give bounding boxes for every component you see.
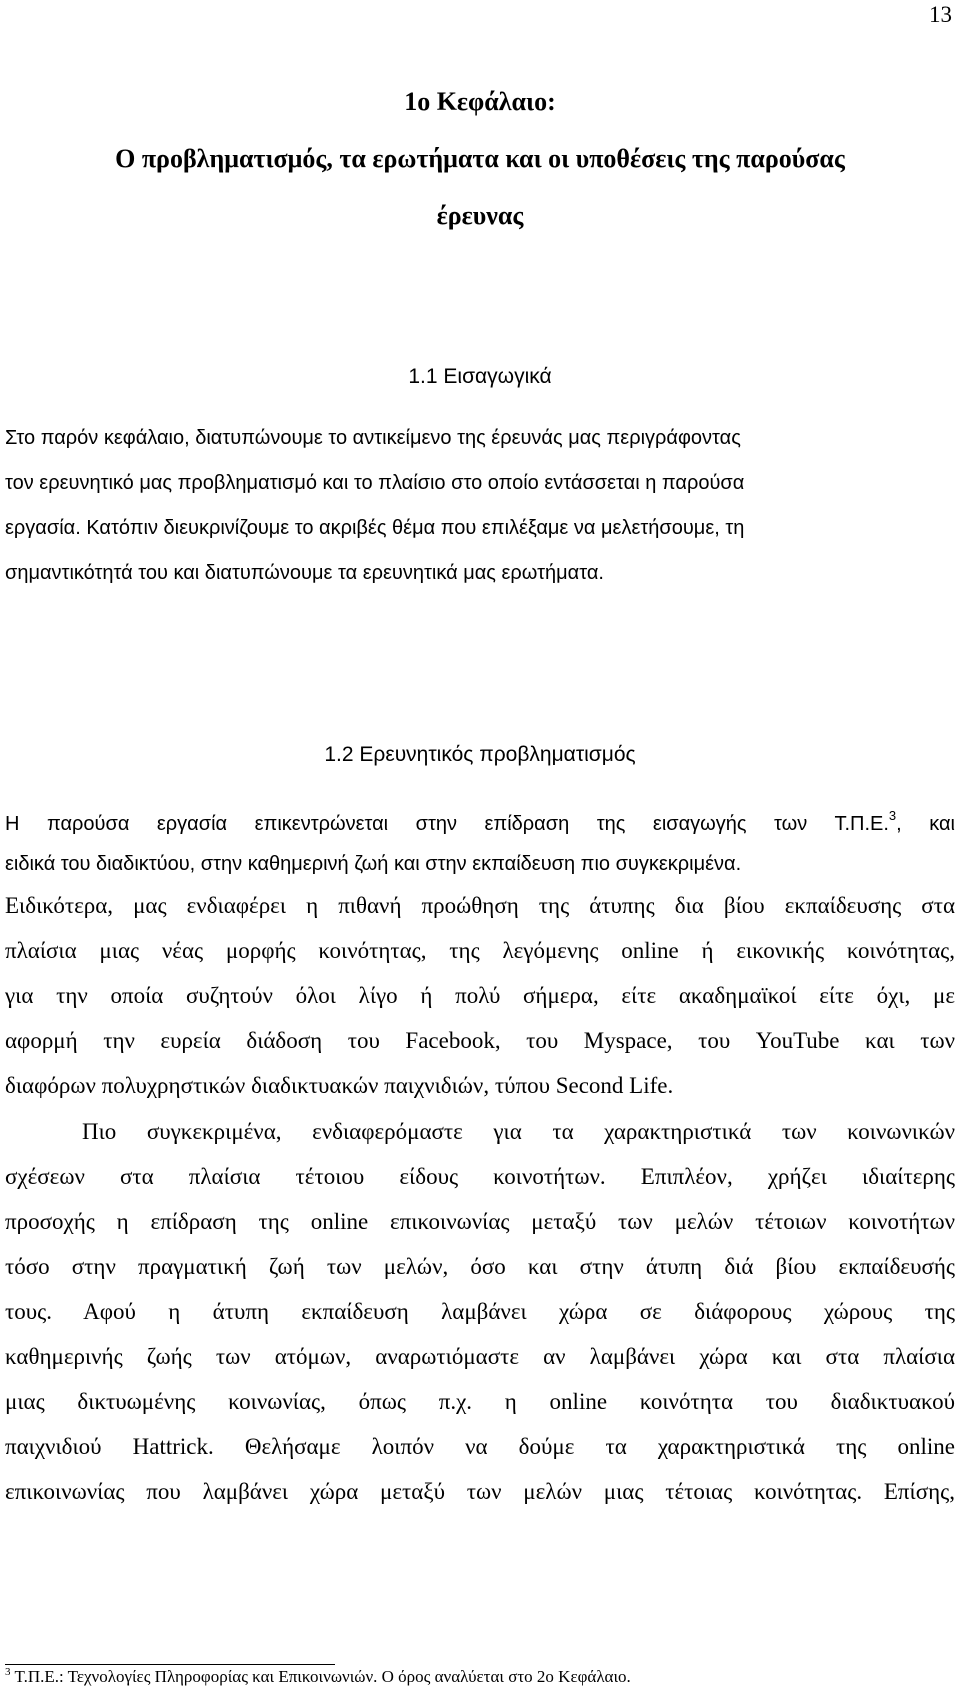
page-number: 13: [929, 2, 952, 27]
footnote: [5, 1666, 631, 1687]
paragraph-line: για την οποία συζητούν όλοι λίγο ή πολύ σήμερα, είτε ακαδημαϊκοί είτε όχι, με: [5, 983, 955, 1008]
paragraph-line: σχέσεων στα πλαίσια τέτοιου είδους κοινοτήτων. Επιπλέον, χρήζει ιδιαίτερης: [5, 1164, 955, 1189]
paragraph-line: διαφόρων πολυχρηστικών διαδικτυακών παιχνιδιών, τύπου Second Life.: [5, 1073, 674, 1098]
paragraph-line: τον ερευνητικό μας προβληματισμό και το πλαίσιο στο οποίο εντάσσεται η παρούσα: [5, 472, 745, 494]
section-heading-research-problem: 1.2 Ερευνητικός προβληματισμός: [324, 743, 636, 766]
paragraph-text: , και: [896, 813, 955, 835]
paragraph-line: τόσο στην πραγματική ζωή των μελών, όσο και στην άτυπη διά βίου εκπαίδευσής: [5, 1254, 955, 1279]
paragraph-line: επικοινωνίας που λαμβάνει χώρα μεταξύ των μελών μιας τέτοιας κοινότητας. Επίσης,: [5, 1479, 955, 1504]
paragraph-line: τους. Αφού η άτυπη εκπαίδευση λαμβάνει χώρα σε διάφορους χώρους της: [5, 1299, 955, 1324]
paragraph-line: ειδικά του διαδικτύου, στην καθημερινή ζωή και στην εκπαίδευση πιο συγκεκριμένα.: [5, 853, 742, 875]
chapter-title-line: έρευνας: [436, 201, 524, 230]
paragraph-line: πλαίσια μιας νέας μορφής κοινότητας, της λεγόμενης online ή εικονικής κοινότητας,: [5, 938, 955, 963]
paragraph-line: Στο παρόν κεφάλαιο, διατυπώνουμε το αντικείμενο της έρευνάς μας περιγράφοντας: [5, 427, 741, 449]
section-heading-introduction: 1.1 Εισαγωγικά: [408, 365, 552, 388]
paragraph-line: προσοχής η επίδραση της online επικοινωνίας μεταξύ των μελών τέτοιων κοινοτήτων: [5, 1209, 955, 1234]
footnote-text: Τ.Π.Ε.: Τεχνολογίες Πληροφορίας και Επικοινωνιών. Ο όρος αναλύεται στο 2ο Κεφάλαιο.: [10, 1667, 631, 1686]
footnote-reference: 3: [888, 808, 897, 823]
paragraph-line: Πιο συγκεκριμένα, ενδιαφερόμαστε για τα χαρακτηριστικά των κοινωνικών: [82, 1119, 955, 1144]
footnote-number: 3: [5, 1666, 11, 1678]
chapter-title-line: Ο προβληματισμός, τα ερωτήματα και οι υποθέσεις της παρούσας: [115, 144, 845, 173]
chapter-title-line: 1ο Κεφάλαιο:: [404, 87, 556, 116]
paragraph-line: εργασία. Κατόπιν διευκρινίζουμε το ακριβές θέμα που επιλέξαμε να μελετήσουμε, τη: [5, 517, 745, 539]
paragraph-line: αφορμή την ευρεία διάδοση του Facebook, του Myspace, του YouTube και των: [5, 1028, 955, 1053]
chapter-title: [0, 73, 960, 244]
paragraph-line: [5, 808, 955, 836]
footnote-separator: [5, 1664, 335, 1665]
paragraph-line: παιχνιδιού Hattrick. Θελήσαμε λοιπόν να δούμε τα χαρακτηριστικά της online: [5, 1434, 955, 1459]
paragraph-line: σημαντικότητά του και διατυπώνουμε τα ερευνητικά μας ερωτήματα.: [5, 562, 604, 584]
paragraph-line: Ειδικότερα, μας ενδιαφέρει η πιθανή προώθηση της άτυπης δια βίου εκπαίδευσης στα: [5, 893, 955, 918]
paragraph-text: Η παρούσα εργασία επικεντρώνεται στην επίδραση της εισαγωγής των Τ.Π.Ε.: [5, 813, 889, 835]
paragraph-line: μιας δικτυωμένης κοινωνίας, όπως π.χ. η online κοινότητα του διαδικτυακού: [5, 1389, 955, 1414]
paragraph-line: καθημερινής ζωής των ατόμων, αναρωτιόμαστε αν λαμβάνει χώρα και στα πλαίσια: [5, 1344, 955, 1369]
